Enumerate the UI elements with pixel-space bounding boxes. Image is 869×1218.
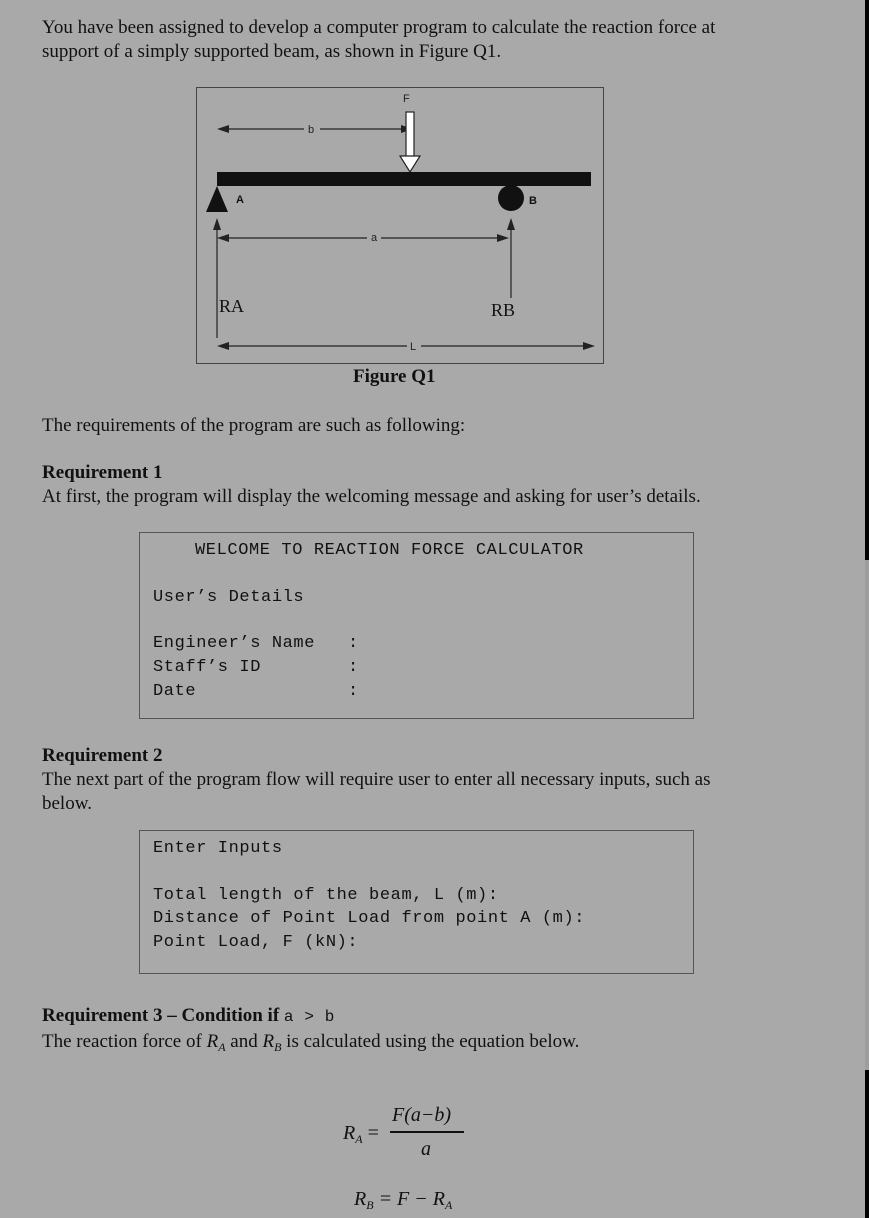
welcome-message: WELCOME TO REACTION FORCE CALCULATOR	[195, 541, 584, 560]
dim-a-right-arrow	[497, 234, 509, 242]
enter-inputs-heading: Enter Inputs	[153, 839, 283, 858]
label-l: L	[410, 341, 417, 353]
eq1-numerator: F(a−b)	[392, 1104, 452, 1126]
dim-l-right-arrow	[583, 342, 595, 350]
eq1-lhs: $R_A$ =	[343, 1122, 379, 1146]
reaction-ra-arrow	[213, 218, 221, 230]
input-line-length: Total length of the beam, L (m):	[153, 886, 499, 905]
input-line-distance: Distance of Point Load from point A (m):	[153, 909, 586, 928]
label-a: a	[371, 232, 378, 244]
dim-b-left-arrow	[217, 125, 229, 133]
input-line-load: Point Load, F (kN):	[153, 933, 359, 952]
ra-subscript: A	[218, 1040, 226, 1054]
force-arrow	[400, 112, 420, 172]
eq2-r-sub: B	[366, 1198, 374, 1212]
requirements-intro: The requirements of the program are such as following:	[42, 415, 466, 436]
support-a	[206, 186, 228, 212]
req3-heading: Requirement 3 – Condition if	[42, 1005, 280, 1026]
req3-heading-row	[42, 1004, 335, 1029]
ra-symbol: R	[206, 1031, 219, 1052]
page-edge-gap	[865, 560, 869, 1070]
eq1-fraction-bar	[390, 1131, 464, 1133]
label-rb: RB	[491, 300, 516, 320]
console-welcome	[139, 532, 694, 719]
label-b-support: B	[529, 195, 537, 207]
req3-text-pre: The reaction force of	[42, 1031, 202, 1052]
req3-text-post: is calculated using the equation below.	[286, 1031, 580, 1052]
reaction-rb-arrow	[507, 218, 515, 230]
req2-text-line-1: The next part of the program flow will require user to enter all necessary inputs, such as	[42, 769, 711, 790]
field-date-label: Date	[153, 682, 197, 701]
label-b: b	[308, 124, 315, 136]
req3-condition: a > b	[283, 1008, 335, 1026]
beam-diagram	[197, 88, 603, 363]
rb-subscript: B	[274, 1040, 282, 1054]
figure-caption: Figure Q1	[353, 366, 436, 387]
intro-line-1: You have been assigned to develop a computer program to calculate the reaction force at	[42, 17, 716, 38]
req2-text-line-2: below.	[42, 793, 92, 814]
req3-text	[42, 1030, 579, 1059]
req2-heading: Requirement 2	[42, 745, 163, 766]
req1-heading: Requirement 1	[42, 462, 163, 483]
intro-line-2: support of a simply supported beam, as shown in Figure Q1.	[42, 41, 502, 62]
field-date-sep: :	[348, 682, 359, 701]
label-ra: RA	[219, 296, 245, 316]
field-engineer-name-label: Engineer’s Name	[153, 634, 316, 653]
field-staff-id-sep: :	[348, 658, 359, 677]
eq2-rhs: = F − R	[378, 1188, 445, 1210]
eq1-denominator: a	[421, 1138, 431, 1160]
users-details-heading: User’s Details	[153, 588, 305, 607]
eq2-rhs-sub: A	[445, 1198, 453, 1212]
figure-q1	[196, 87, 604, 364]
field-engineer-name-sep: :	[348, 634, 359, 653]
label-f: F	[403, 93, 410, 105]
eq1-r-sub: A	[355, 1132, 363, 1146]
eq2	[354, 1187, 452, 1217]
eq1-r: R	[343, 1122, 356, 1144]
eq2-r: R	[354, 1188, 367, 1210]
req1-text: At first, the program will display the welcoming message and asking for user’s details.	[42, 486, 701, 507]
support-b	[498, 185, 524, 211]
label-a-support: A	[236, 194, 244, 206]
dim-a-left-arrow	[217, 234, 229, 242]
rb-symbol: R	[262, 1031, 275, 1052]
beam	[217, 172, 591, 186]
console-inputs	[139, 830, 694, 974]
req3-text-and: and	[230, 1031, 258, 1052]
field-staff-id-label: Staff’s ID	[153, 658, 262, 677]
dim-l-left-arrow	[217, 342, 229, 350]
